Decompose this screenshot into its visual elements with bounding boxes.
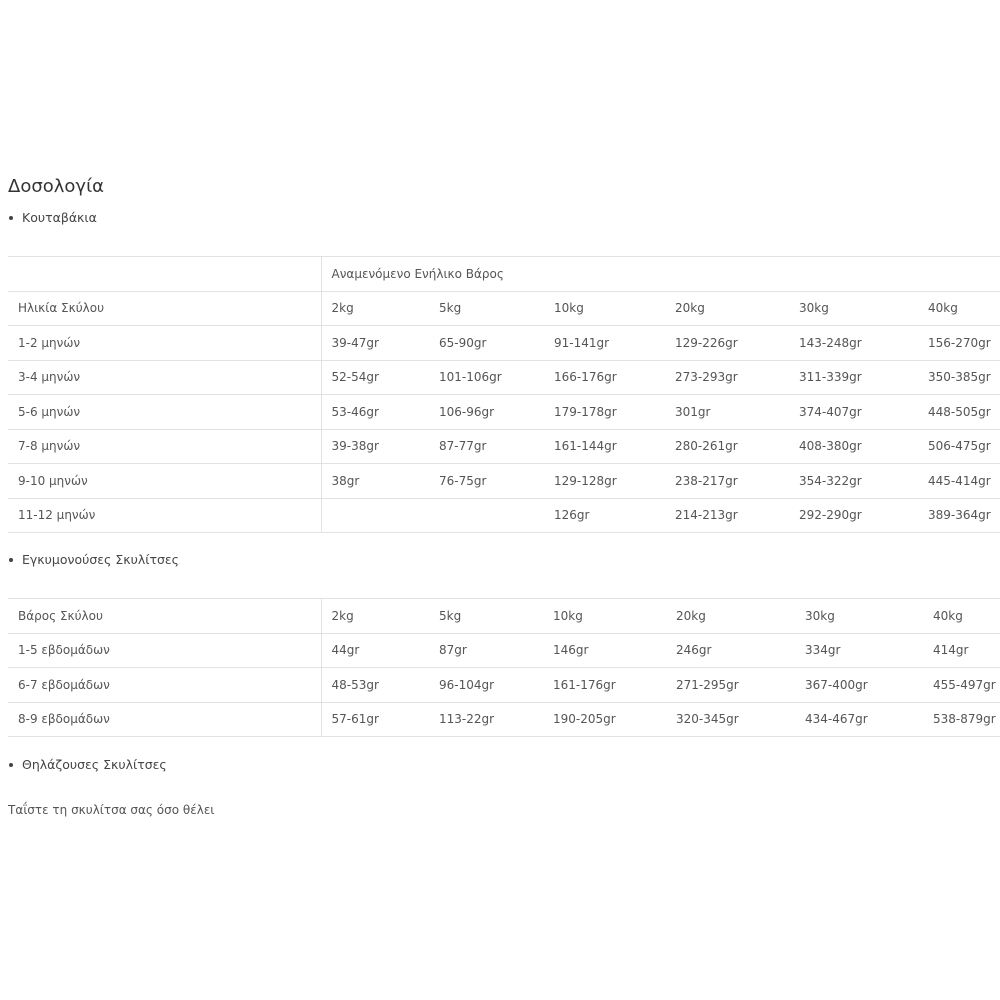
column-header-weight: 2kg [321,599,429,634]
column-header-weight: 10kg [543,599,666,634]
section-heading-label: Κουταβάκια [22,210,97,225]
table-corner-cell [8,257,321,292]
table-cell: 156-270gr [918,326,1000,361]
table-cell: 448-505gr [918,395,1000,430]
bullet-icon [9,558,13,562]
table-cell: 408-380gr [789,429,918,464]
table-cell: 334gr [795,633,923,668]
table-cell: 374-407gr [789,395,918,430]
table-cell: 271-295gr [666,668,795,703]
table-cell: 126gr [544,498,665,533]
table-cell: 414gr [923,633,1000,668]
row-label: 5-6 μηνών [8,395,321,430]
table-cell: 87gr [429,633,543,668]
table-cell: 113-22gr [429,702,543,737]
table-cell: 87-77gr [429,429,544,464]
table-cell: 434-467gr [795,702,923,737]
table-cell: 179-178gr [544,395,665,430]
section-heading-label: Θηλάζουσες Σκυλίτσες [22,757,167,772]
column-header-age: Ηλικία Σκύλου [8,291,321,326]
column-header-weight: 5kg [429,291,544,326]
table-cell: 292-290gr [789,498,918,533]
table-cell: 246gr [666,633,795,668]
column-header-weight: 20kg [666,599,795,634]
table-cell: 320-345gr [666,702,795,737]
table-row [8,464,1000,499]
column-header-weight: 5kg [429,599,543,634]
column-header-weight: 40kg [923,599,1000,634]
table-cell [429,498,544,533]
table-cell: 53-46gr [321,395,429,430]
section-heading-label: Εγκυμονούσες Σκυλίτσες [22,552,180,567]
row-label: 8-9 εβδομάδων [8,702,321,737]
table-row [8,326,1000,361]
table-cell: 350-385gr [918,360,1000,395]
nursing-feeding-note: Ταΐστε τη σκυλίτσα σας όσο θέλει [8,803,215,817]
table-cell: 367-400gr [795,668,923,703]
section-heading-pregnant [8,552,179,567]
table-cell: 538-879gr [923,702,1000,737]
section-heading-puppies [8,210,97,225]
table-cell: 301gr [665,395,789,430]
column-header-weight: 2kg [321,291,429,326]
table-row [8,702,1000,737]
table-cell: 238-217gr [665,464,789,499]
table-cell: 166-176gr [544,360,665,395]
column-header-weight: 30kg [789,291,918,326]
table-header-row [8,257,1000,292]
table-cell: 506-475gr [918,429,1000,464]
table-cell: 129-128gr [544,464,665,499]
table-cell: 214-213gr [665,498,789,533]
table-cell: 455-497gr [923,668,1000,703]
table-cell: 280-261gr [665,429,789,464]
table-cell: 129-226gr [665,326,789,361]
table-cell: 146gr [543,633,666,668]
table-cell: 190-205gr [543,702,666,737]
group-header: Αναμενόμενο Ενήλικο Βάρος [321,257,1000,292]
pregnant-dosage-table [8,598,1000,737]
column-header-weight: 10kg [544,291,665,326]
table-cell: 161-176gr [543,668,666,703]
table-cell: 273-293gr [665,360,789,395]
row-label: 1-5 εβδομάδων [8,633,321,668]
puppies-dosage-table [8,256,1000,533]
column-header-weight: 20kg [665,291,789,326]
table-row [8,668,1000,703]
page-title: Δοσολογία [8,176,105,197]
table-row [8,498,1000,533]
table-cell [321,498,429,533]
table-cell: 38gr [321,464,429,499]
row-label: 7-8 μηνών [8,429,321,464]
table-cell: 57-61gr [321,702,429,737]
table-cell: 39-47gr [321,326,429,361]
table-row [8,395,1000,430]
table-cell: 143-248gr [789,326,918,361]
bullet-icon [9,216,13,220]
table-header-row [8,291,1000,326]
table-cell: 65-90gr [429,326,544,361]
table-cell: 48-53gr [321,668,429,703]
table-cell: 76-75gr [429,464,544,499]
table-row [8,360,1000,395]
row-label: 3-4 μηνών [8,360,321,395]
table-cell: 389-364gr [918,498,1000,533]
column-header-weight: 40kg [918,291,1000,326]
table-row [8,633,1000,668]
row-label: 11-12 μηνών [8,498,321,533]
table-cell: 52-54gr [321,360,429,395]
row-label: 1-2 μηνών [8,326,321,361]
table-cell: 96-104gr [429,668,543,703]
table-cell: 44gr [321,633,429,668]
table-cell: 311-339gr [789,360,918,395]
table-cell: 106-96gr [429,395,544,430]
section-heading-nursing [8,757,167,772]
table-cell: 445-414gr [918,464,1000,499]
table-cell: 101-106gr [429,360,544,395]
table-cell: 354-322gr [789,464,918,499]
table-row [8,429,1000,464]
row-label: 6-7 εβδομάδων [8,668,321,703]
column-header-weight: 30kg [795,599,923,634]
table-header-row [8,599,1000,634]
row-label: 9-10 μηνών [8,464,321,499]
table-cell: 91-141gr [544,326,665,361]
table-cell: 161-144gr [544,429,665,464]
table-cell: 39-38gr [321,429,429,464]
column-header-dog-weight: Βάρος Σκύλου [8,599,321,634]
bullet-icon [9,763,13,767]
